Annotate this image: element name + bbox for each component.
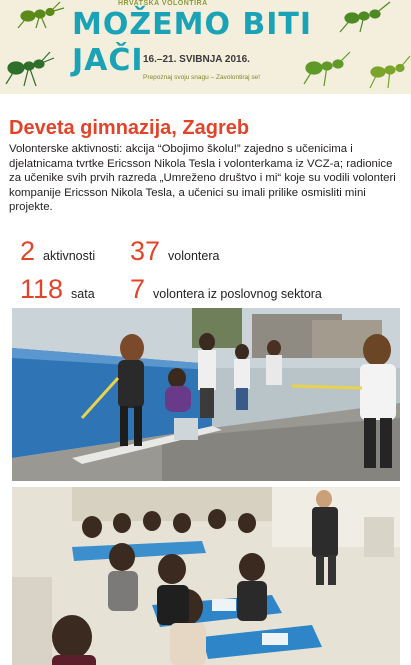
ant-icon	[0, 44, 56, 92]
ant-icon	[8, 0, 68, 36]
stat-value: 2	[20, 236, 36, 266]
stat-label: volontera iz poslovnog sektora	[153, 287, 322, 301]
article-title: Deveta gimnazija, Zagreb	[9, 117, 250, 139]
banner-tagline: Prepoznaj svoju snagu – Zavolontiraj se!	[143, 74, 261, 81]
photo-painting-school	[12, 308, 400, 481]
stat-business-volunteers	[130, 276, 322, 303]
stat-label: volontera	[168, 249, 220, 263]
stat-value: 37	[130, 236, 161, 266]
event-banner	[0, 0, 411, 94]
banner-title-line1: MOŽEMO BITI	[72, 7, 313, 42]
photo-classroom-workshop	[12, 487, 400, 665]
banner-org-line: HRVATSKA VOLONTIRA	[118, 0, 208, 7]
ant-icon	[296, 42, 356, 92]
ant-icon	[330, 0, 400, 38]
article-body: Volonterske aktivnosti: akcija “Obojimo školu!” zajedno s učenicima i djelatnicama tvrtke Ericsson Nikola Tesla i volonterkama iz VCZ-a; radionice za učenike svih prvih razreda „Umreženo društvo i mi“ koje su vodili volonteri kompanije Ericsson Nikola Tesla, a učenici su imali prilike osmisliti mini projekte.	[9, 143, 396, 214]
stat-label: sata	[71, 287, 95, 301]
stat-activities	[20, 238, 95, 265]
stat-value: 7	[130, 274, 146, 304]
stat-value: 118	[20, 274, 64, 304]
stat-label: aktivnosti	[43, 249, 96, 263]
banner-dates: 16.–21. SVIBNJA 2016.	[143, 54, 250, 65]
stat-volunteers	[130, 238, 219, 265]
stat-hours	[20, 276, 95, 303]
ant-icon	[362, 48, 411, 94]
banner-title-line2: JAČI	[72, 43, 144, 78]
